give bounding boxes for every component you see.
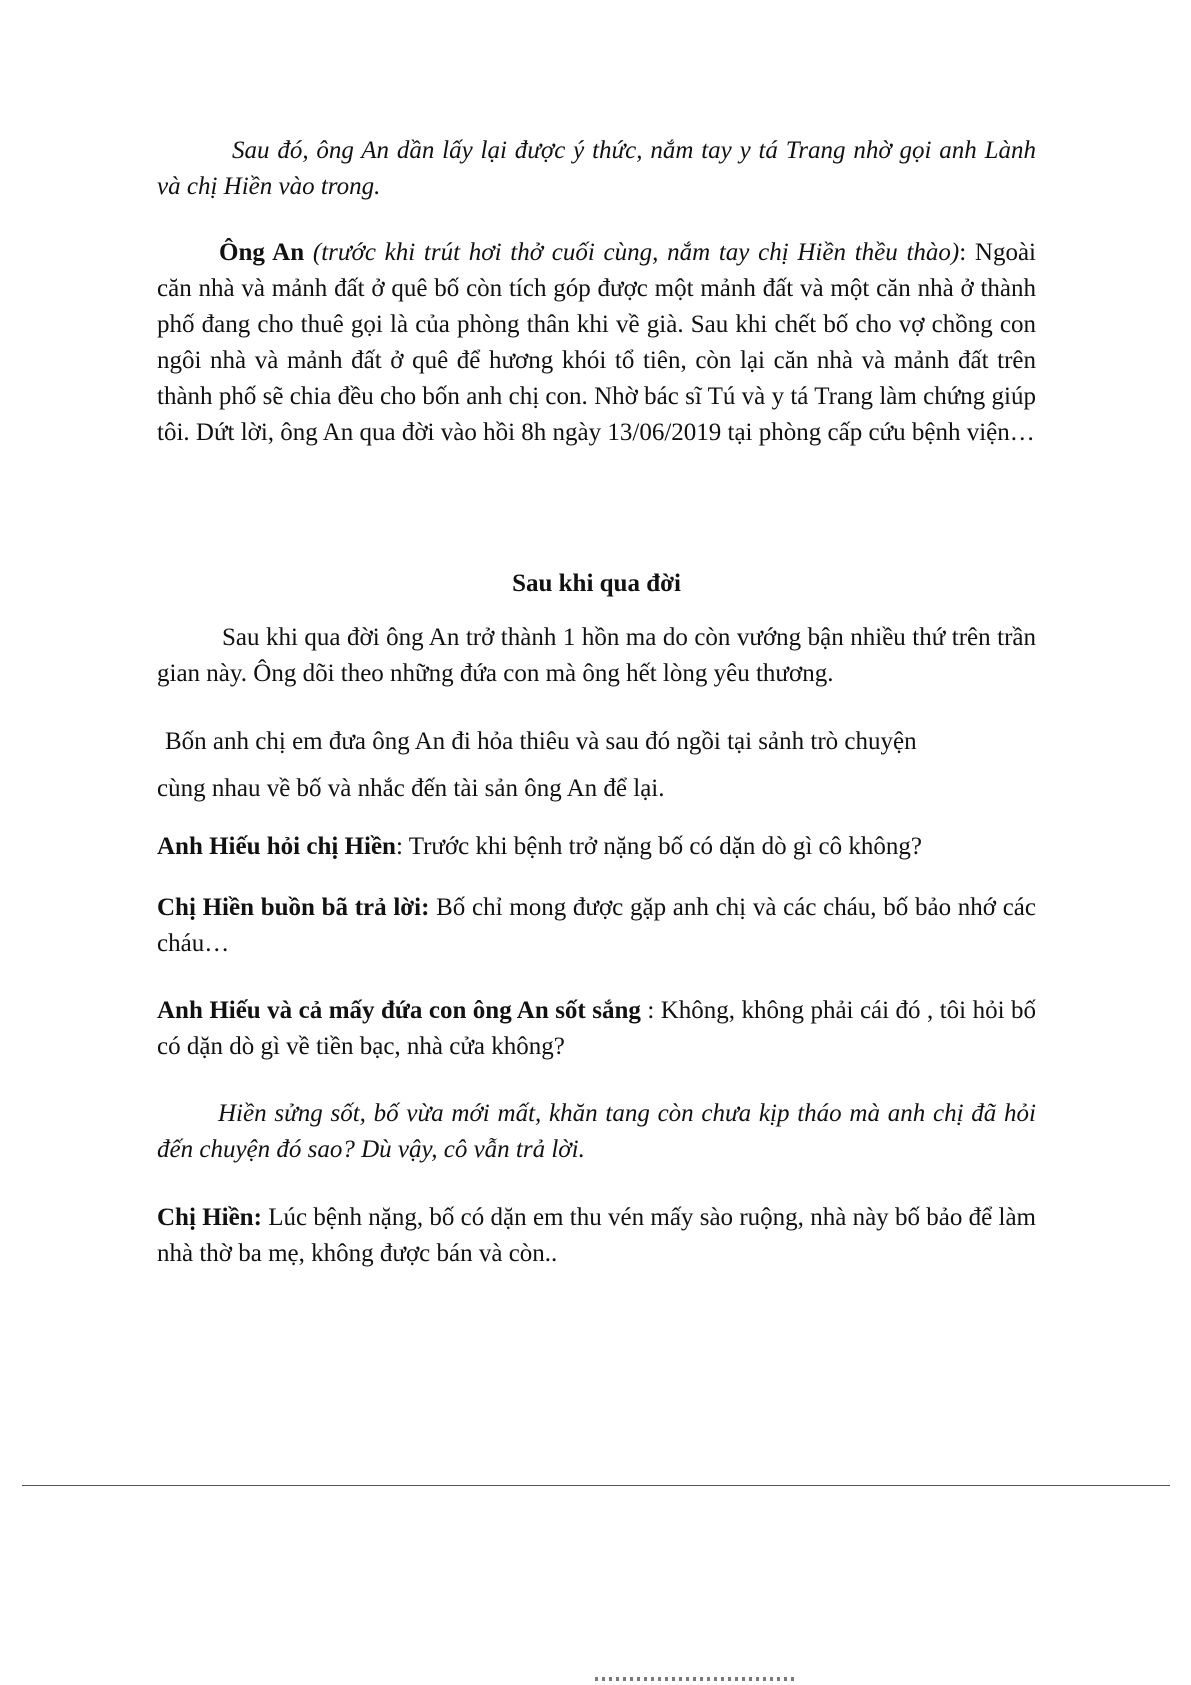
dialogue-text: : Trước khi bệnh trở nặng bố có dặn dò gì cô không? xyxy=(395,833,922,860)
narration-paragraph-3: Sau khi qua đời ông An trở thành 1 hồn ma do còn vướng bận nhiều thứ trên trần gian này. Ông dõi theo những đứa con mà ông hết lòng yêu thương. xyxy=(157,624,1036,687)
speaker-ong-an: Ông An xyxy=(219,239,305,266)
stage-direction: (trước khi trút hơi thở cuối cùng, nắm tay chị Hiền thều thào) xyxy=(312,239,960,266)
narration-line-4b: cùng nhau về bố và nhắc đến tài sản ông An để lại. xyxy=(157,775,665,802)
dialogue-anh-hieu xyxy=(157,829,1036,865)
footer-divider xyxy=(22,1485,1170,1486)
dialogue-text: Bố chỉ mong được gặp anh chị và các cháu, bố bảo nhớ các cháu… xyxy=(157,894,1036,957)
speaker-chi-hien: Chị Hiền: xyxy=(157,1204,262,1231)
dialogue-text: Ngoài căn nhà và mảnh đất ở quê bố còn tích góp được một mảnh đất và một căn nhà ở thành phố đang cho thuê gọi là của phòng thân khi về già. Sau khi chết bố cho vợ chồng con ngôi nhà và mảnh đất ở quê để hương khói tổ tiên, còn lại căn nhà và mảnh đất trên thành phố sẽ chia đều cho bốn anh chị con. Nhờ bác sĩ Tú và y tá Trang làm chứng giúp tôi. Dứt lời, ông An qua đời vào hồi 8h ngày 13/06/2019 tại phòng cấp cứu bệnh viện… xyxy=(157,239,1037,446)
dialogue-chi-hien-2 xyxy=(157,1200,1036,1272)
narration-line-4a: Bốn anh chị em đưa ông An đi hỏa thiêu và sau đó ngồi tại sảnh trò chuyện xyxy=(165,728,917,755)
speaker-anh-hieu: Anh Hiếu hỏi chị Hiền xyxy=(157,833,396,860)
dialogue-anh-hieu-2 xyxy=(157,993,1036,1065)
narration-paragraph-8: Hiền sửng sốt, bố vừa mới mất, khăn tang còn chưa kịp tháo mà anh chị đã hỏi đến chuyện đó sao? Dù vậy, cô vẫn trả lời. xyxy=(157,1100,1036,1163)
dialogue-text: Lúc bệnh nặng, bố có dặn em thu vén mấy sào ruộng, nhà này bố bảo để làm nhà thờ ba mẹ, không được bán và còn.. xyxy=(157,1204,1037,1267)
section-heading: Sau khi qua đời xyxy=(512,570,681,597)
speaker-chi-hien: Chị Hiền buồn bã trả lời: xyxy=(157,894,430,921)
scan-artifact xyxy=(595,1677,795,1681)
dialogue-text: : Không, không phải cái đó , tôi hỏi bố có dặn dò gì về tiền bạc, nhà cửa không? xyxy=(157,997,1036,1060)
dialogue-chi-hien-1 xyxy=(157,890,1036,962)
narration-paragraph-1: Sau đó, ông An dần lấy lại được ý thức, nắm tay y tá Trang nhờ gọi anh Lành và chị Hiền vào trong. xyxy=(157,137,1036,200)
speaker-anh-hieu-and-children: Anh Hiếu và cả mấy đứa con ông An sốt sắng xyxy=(157,997,641,1024)
dialogue-ong-an: Ông An (trước khi trút hơi thở cuối cùng, nắm tay chị Hiền thều thào): Ngoài căn nhà và mảnh đất ở quê bố còn tích góp được một mảnh đất và một căn nhà ở thành phố đang cho thuê gọi là của phòng thân khi về già. Sau khi chết bố cho vợ chồng con ngôi nhà và mảnh đất ở quê để hương khói tổ tiên, còn lại căn nhà và mảnh đất trên thành phố sẽ chia đều cho bốn anh chị con. Nhờ bác sĩ Tú và y tá Trang làm chứng giúp tôi. Dứt lời, ông An qua đời vào hồi 8h ngày 13/06/2019 tại phòng cấp cứu bệnh viện… xyxy=(157,239,1037,446)
